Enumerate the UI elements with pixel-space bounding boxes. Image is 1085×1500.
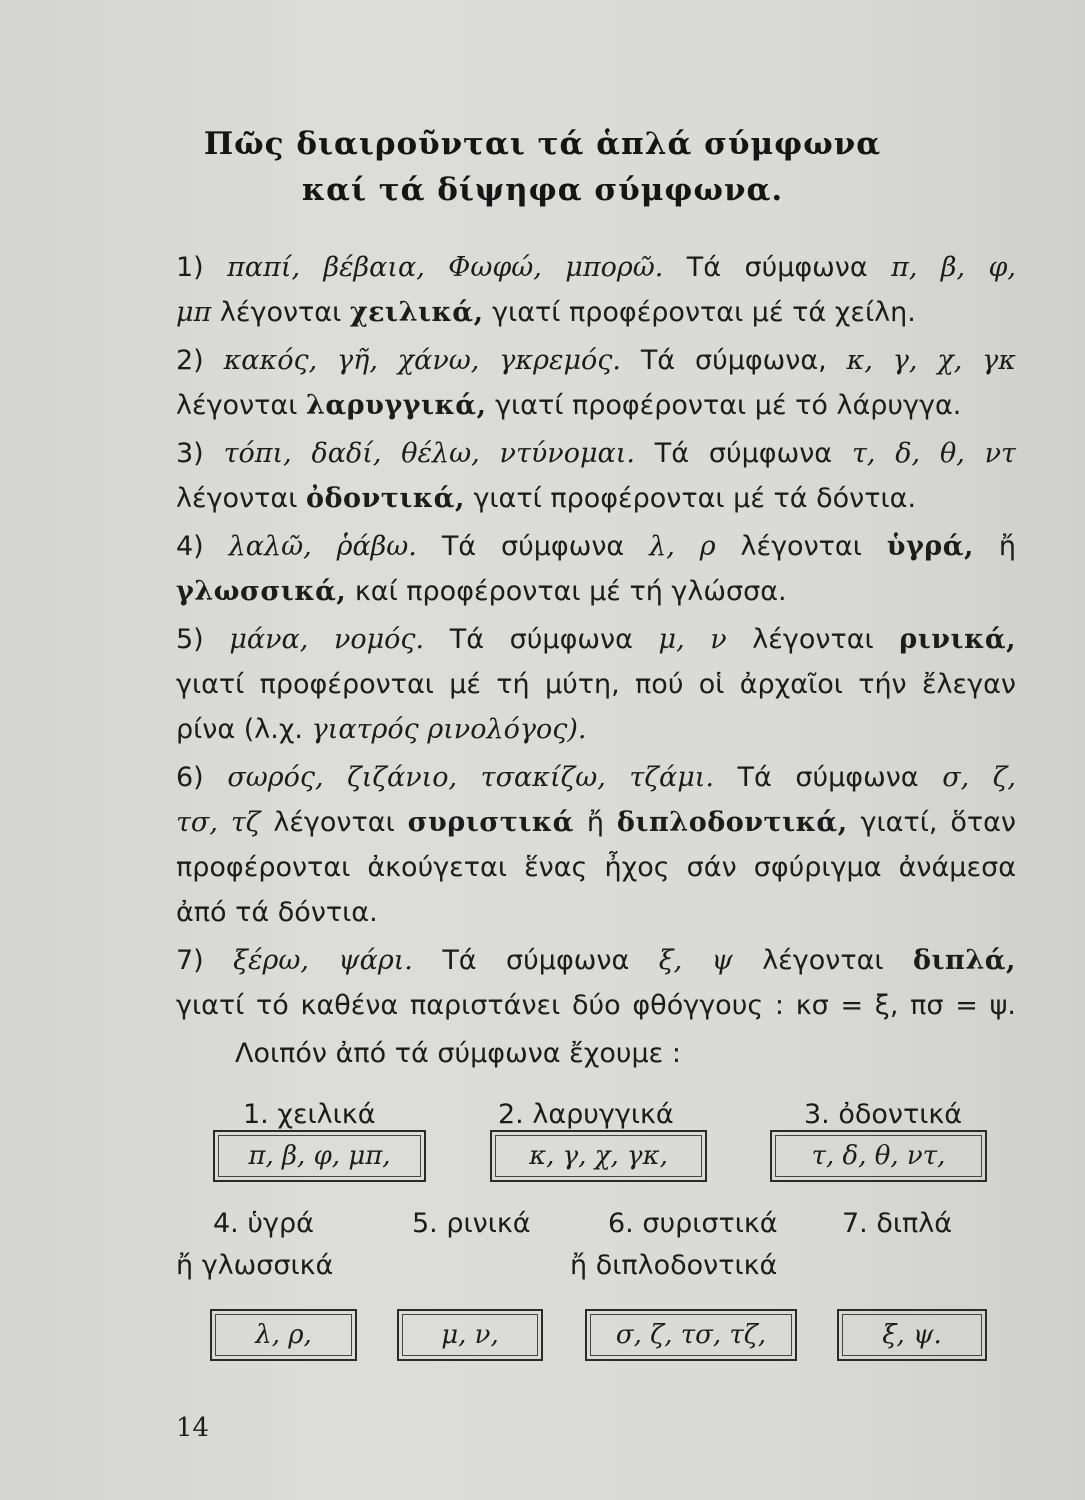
group-label-dental: 3. ὀδοντικά: [804, 1099, 963, 1130]
group-label-liquid: 4. ὑγρά: [213, 1208, 314, 1239]
group-label-lingual: ἤ γλωσσικά: [176, 1250, 334, 1281]
group-label-double: 7. διπλά: [842, 1208, 953, 1239]
group-label-labial: 1. χειλικά: [243, 1099, 376, 1130]
paragraph-1-line2: μπ λέγονται χειλικά, γιατί προφέρονται μέ τά χείλη.: [176, 297, 916, 328]
paragraph-6-line1: 6) σωρός, ζιζάνιο, τσακίζω, τζάμι. Τά σύμφωνα σ, ζ,: [176, 762, 1016, 793]
term-labial: χειλικά,: [349, 297, 484, 328]
paragraph-6-line3: προφέρονται ἀκούγεται ἕνας ἦχος σάν σφύριγμα ἀνάμεσα: [176, 852, 1016, 883]
letters-box-double: ξ, ψ.: [837, 1309, 987, 1361]
paragraph-5-line3: ρίνα (λ.χ. γιατρός ρινολόγος).: [176, 714, 587, 745]
summary-intro: Λοιπόν ἀπό τά σύμφωνα ἔχουμε :: [235, 1038, 681, 1069]
term-liquid: ὑγρά,: [886, 531, 974, 562]
paragraph-3-line2: λέγονται ὀδοντικά, γιατί προφέρονται μέ τά δόντια.: [176, 483, 917, 514]
paragraph-4-line1: 4) λαλῶ, ῥάβω. Τά σύμφωνα λ, ρ λέγονται ὑγρά, ἤ: [176, 531, 1016, 562]
term-nasal: ρινικά,: [899, 624, 1016, 655]
term-sibilant: συριστικά: [407, 807, 574, 838]
term-interdental: διπλοδοντικά,: [616, 807, 848, 838]
letters-box-sibilant: σ, ζ, τσ, τζ,: [585, 1309, 797, 1361]
term-laryngeal: λαρυγγικά,: [305, 390, 487, 421]
paragraph-1-line1: 1) παπί, βέβαια, Φωφώ, μπορῶ. Τά σύμφωνα π, β, φ,: [176, 252, 1016, 283]
term-double: διπλά,: [912, 945, 1016, 976]
page-number: 14: [176, 1413, 210, 1443]
letters-box-liquid: λ, ρ,: [210, 1309, 357, 1361]
paragraph-5-line1: 5) μάνα, νομός. Τά σύμφωνα μ, ν λέγονται ρινικά,: [176, 624, 1016, 655]
paragraph-7-line2: γιατί τό καθένα παριστάνει δύο φθόγγους : κσ = ξ, πσ = ψ.: [176, 990, 1016, 1021]
letters-box-nasal: μ, ν,: [397, 1309, 543, 1361]
paragraph-7-line1: 7) ξέρω, ψάρι. Τά σύμφωνα ξ, ψ λέγονται διπλά,: [176, 945, 1016, 976]
paragraph-3-line1: 3) τόπι, δαδί, θέλω, ντύνομαι. Τά σύμφωνα τ, δ, θ, ντ: [176, 438, 1016, 469]
group-label-interdental: ἤ διπλοδοντικά: [570, 1250, 778, 1281]
letters-box-laryngeal: κ, γ, χ, γκ,: [490, 1130, 707, 1182]
group-label-laryngeal: 2. λαρυγγικά: [498, 1099, 674, 1130]
paragraph-2-line2: λέγονται λαρυγγικά, γιατί προφέρονται μέ τό λάρυγγα.: [176, 390, 962, 421]
paragraph-6-line2: τσ, τζ λέγονται συριστικά ἤ διπλοδοντικά, γιατί, ὅταν: [176, 807, 1016, 838]
paragraph-6-line4: ἀπό τά δόντια.: [176, 897, 378, 928]
page-title-line1: Πῶς διαιροῦνται τά ἁπλά σύμφωνα: [203, 126, 882, 162]
group-label-sibilant: 6. συριστικά: [608, 1208, 778, 1239]
group-label-nasal: 5. ρινικά: [412, 1208, 531, 1239]
letters-box-labial: π, β, φ, μπ,: [213, 1130, 426, 1182]
paragraph-2-line1: 2) κακός, γῆ, χάνω, γκρεμός. Τά σύμφωνα, κ, γ, χ, γκ: [176, 345, 1016, 376]
page-title-line2: καί τά δίψηφα σύμφωνα.: [301, 172, 784, 208]
term-dental: ὀδοντικά,: [305, 483, 465, 514]
paragraph-4-line2: γλωσσικά, καί προφέρονται μέ τή γλώσσα.: [176, 576, 787, 607]
letters-box-dental: τ, δ, θ, ντ,: [770, 1130, 987, 1182]
term-lingual: γλωσσικά,: [176, 576, 347, 607]
paragraph-5-line2: γιατί προφέρονται μέ τή μύτη, πού οἱ ἀρχαῖοι τήν ἔλεγαν: [176, 669, 1016, 700]
